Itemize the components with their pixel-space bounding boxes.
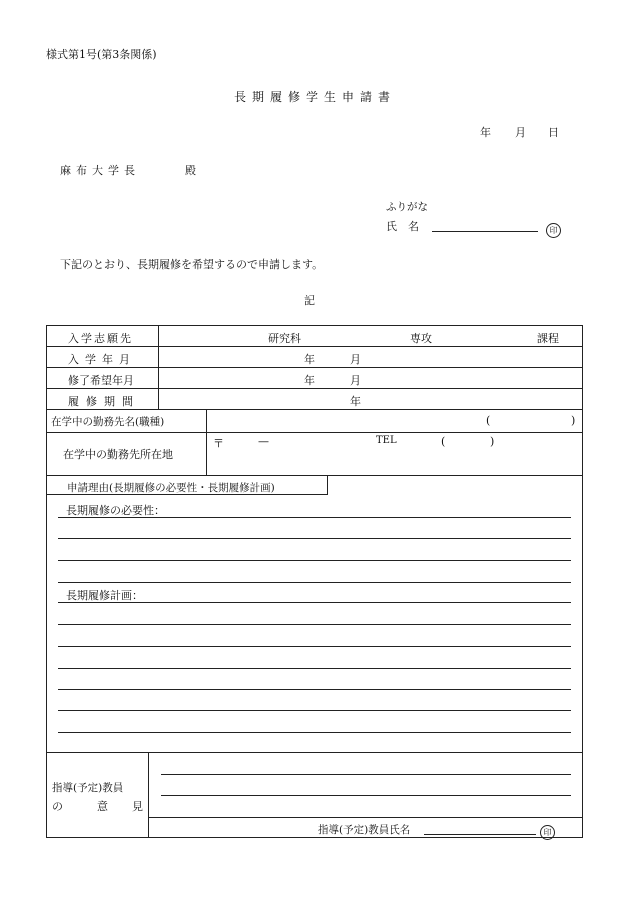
postal-mark: 〒: [213, 437, 224, 450]
addressee-honorific: 殿: [185, 164, 196, 177]
necessity-line[interactable]: [58, 582, 571, 583]
period-label: 履修期間: [68, 395, 140, 408]
employer-paren-close: ): [571, 414, 576, 427]
plan-line[interactable]: [58, 732, 571, 733]
plan-line[interactable]: [58, 689, 571, 690]
addressee-president: 麻布大学長: [60, 164, 140, 177]
completion-month[interactable]: 月: [350, 374, 361, 387]
plan-line[interactable]: [58, 710, 571, 711]
tel-paren-open: (: [441, 435, 446, 448]
date-day: 日: [548, 126, 559, 139]
date-year: 年: [480, 126, 491, 139]
apply-label: 入学志願先: [68, 332, 133, 345]
plan-line[interactable]: [58, 668, 571, 669]
advisor-opinion-label-ken: 見: [132, 800, 143, 813]
advisor-seal-icon: 印: [540, 820, 555, 840]
major-field[interactable]: 専攻: [410, 332, 432, 345]
employer-address-label: 在学中の勤務先所在地: [63, 448, 173, 461]
applicant-seal-icon: 印: [546, 218, 561, 238]
plan-line[interactable]: [58, 602, 571, 603]
graduate-school-field[interactable]: 研究科: [268, 332, 301, 345]
reason-header: 申請理由(長期履修の必要性・長期履修計画): [67, 482, 275, 494]
plan-label: 長期履修計画：: [66, 589, 143, 602]
course-field[interactable]: 課程: [537, 332, 559, 345]
advisor-name-line[interactable]: [424, 834, 536, 835]
advisor-opinion-line[interactable]: [161, 795, 571, 796]
intro-text: 下記のとおり、長期履修を希望するので申請します。: [60, 258, 324, 271]
advisor-opinion-label-i: 意: [97, 800, 108, 813]
completion-year[interactable]: 年: [304, 374, 315, 387]
plan-line[interactable]: [58, 646, 571, 647]
applicant-name-label: 氏 名: [386, 220, 419, 233]
entrance-month[interactable]: 月: [350, 353, 361, 366]
employer-label: 在学中の勤務先名(職種): [51, 416, 165, 428]
tel-label: TEL: [376, 435, 397, 446]
advisor-opinion-label-no: の: [52, 800, 63, 813]
advisor-opinion-label-1: 指導(予定)教員: [52, 782, 124, 794]
completion-label: 修了希望年月: [68, 374, 134, 387]
date-month: 月: [515, 126, 526, 139]
entrance-label: 入学年月: [68, 353, 136, 366]
page-title: 長期履修学生申請書: [234, 90, 397, 104]
necessity-label: 長期履修の必要性：: [66, 504, 165, 517]
advisor-name-label: 指導(予定)教員氏名: [318, 824, 411, 836]
form-number: 様式第1号(第3条関係): [46, 48, 157, 61]
necessity-line[interactable]: [58, 538, 571, 539]
necessity-line[interactable]: [58, 517, 571, 518]
entrance-year[interactable]: 年: [304, 353, 315, 366]
ki-label: 記: [304, 294, 315, 307]
period-year[interactable]: 年: [350, 395, 361, 408]
furigana-label: ふりがな: [386, 201, 428, 213]
necessity-line[interactable]: [58, 560, 571, 561]
applicant-name-line[interactable]: [432, 231, 538, 232]
plan-line[interactable]: [58, 624, 571, 625]
employer-paren-open: (: [486, 414, 491, 427]
tel-paren-close: ): [490, 435, 495, 448]
postal-dash: —: [258, 435, 269, 448]
advisor-opinion-line[interactable]: [161, 774, 571, 775]
